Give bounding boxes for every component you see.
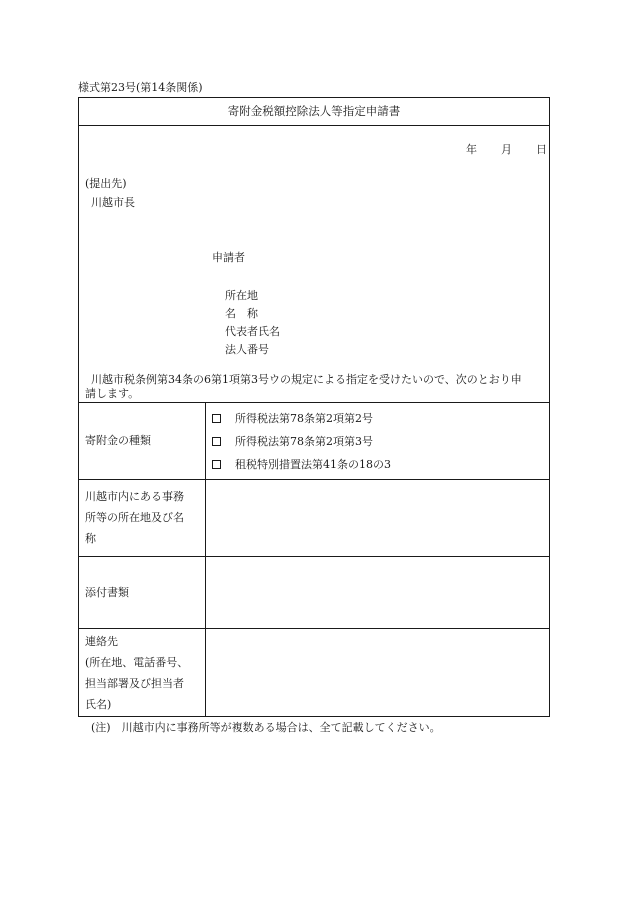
document-title: 寄附金税額控除法人等指定申請書 bbox=[227, 104, 401, 118]
donation-option-2[interactable] bbox=[212, 436, 373, 447]
donation-option-2-text: 所得税法第78条第2項第3号 bbox=[235, 435, 373, 448]
name-field-label: 名 称 bbox=[225, 307, 258, 320]
checkbox-icon[interactable] bbox=[212, 460, 221, 469]
checkbox-icon[interactable] bbox=[212, 437, 221, 446]
footnote: (注) 川越市内に事務所等が複数ある場合は、全て記載してください。 bbox=[91, 721, 441, 734]
address-field-label: 所在地 bbox=[225, 289, 258, 302]
checkbox-icon[interactable] bbox=[212, 414, 221, 423]
form-number: 様式第23号(第14条関係) bbox=[78, 81, 203, 94]
office-location-input-area[interactable] bbox=[206, 480, 549, 556]
donation-option-3[interactable] bbox=[212, 459, 391, 470]
date-month-label: 月 bbox=[501, 143, 512, 156]
office-location-label: 川越市内にある事務 所等の所在地及び名 称 bbox=[85, 490, 184, 545]
section-divider bbox=[78, 402, 550, 403]
attachments-input-area[interactable] bbox=[206, 557, 549, 628]
donation-option-1-text: 所得税法第78条第2項第2号 bbox=[235, 412, 373, 425]
date-day-label: 日 bbox=[536, 143, 547, 156]
contact-label: 連絡先 (所在地、電話番号、 担当部署及び担当者 氏名) bbox=[85, 635, 189, 711]
attachments-label: 添付書類 bbox=[85, 586, 129, 599]
request-statement-line1: 川越市税条例第34条の6第1項第3号ウの規定による指定を受けたいので、次のとおり申 bbox=[91, 373, 522, 386]
recipient-name: 川越市長 bbox=[91, 196, 135, 209]
contact-input-area[interactable] bbox=[206, 629, 549, 716]
corporate-number-field-label: 法人番号 bbox=[225, 343, 269, 356]
recipient-label: (提出先) bbox=[85, 177, 127, 190]
title-divider bbox=[78, 125, 550, 126]
date-year-label: 年 bbox=[466, 143, 477, 156]
representative-field-label: 代表者氏名 bbox=[225, 325, 280, 338]
donation-option-3-text: 租税特別措置法第41条の18の3 bbox=[235, 458, 391, 471]
donation-type-label: 寄附金の種類 bbox=[85, 434, 151, 447]
applicant-label: 申請者 bbox=[212, 251, 245, 264]
request-statement-line2: 請します。 bbox=[85, 387, 140, 400]
donation-option-1[interactable] bbox=[212, 413, 373, 424]
